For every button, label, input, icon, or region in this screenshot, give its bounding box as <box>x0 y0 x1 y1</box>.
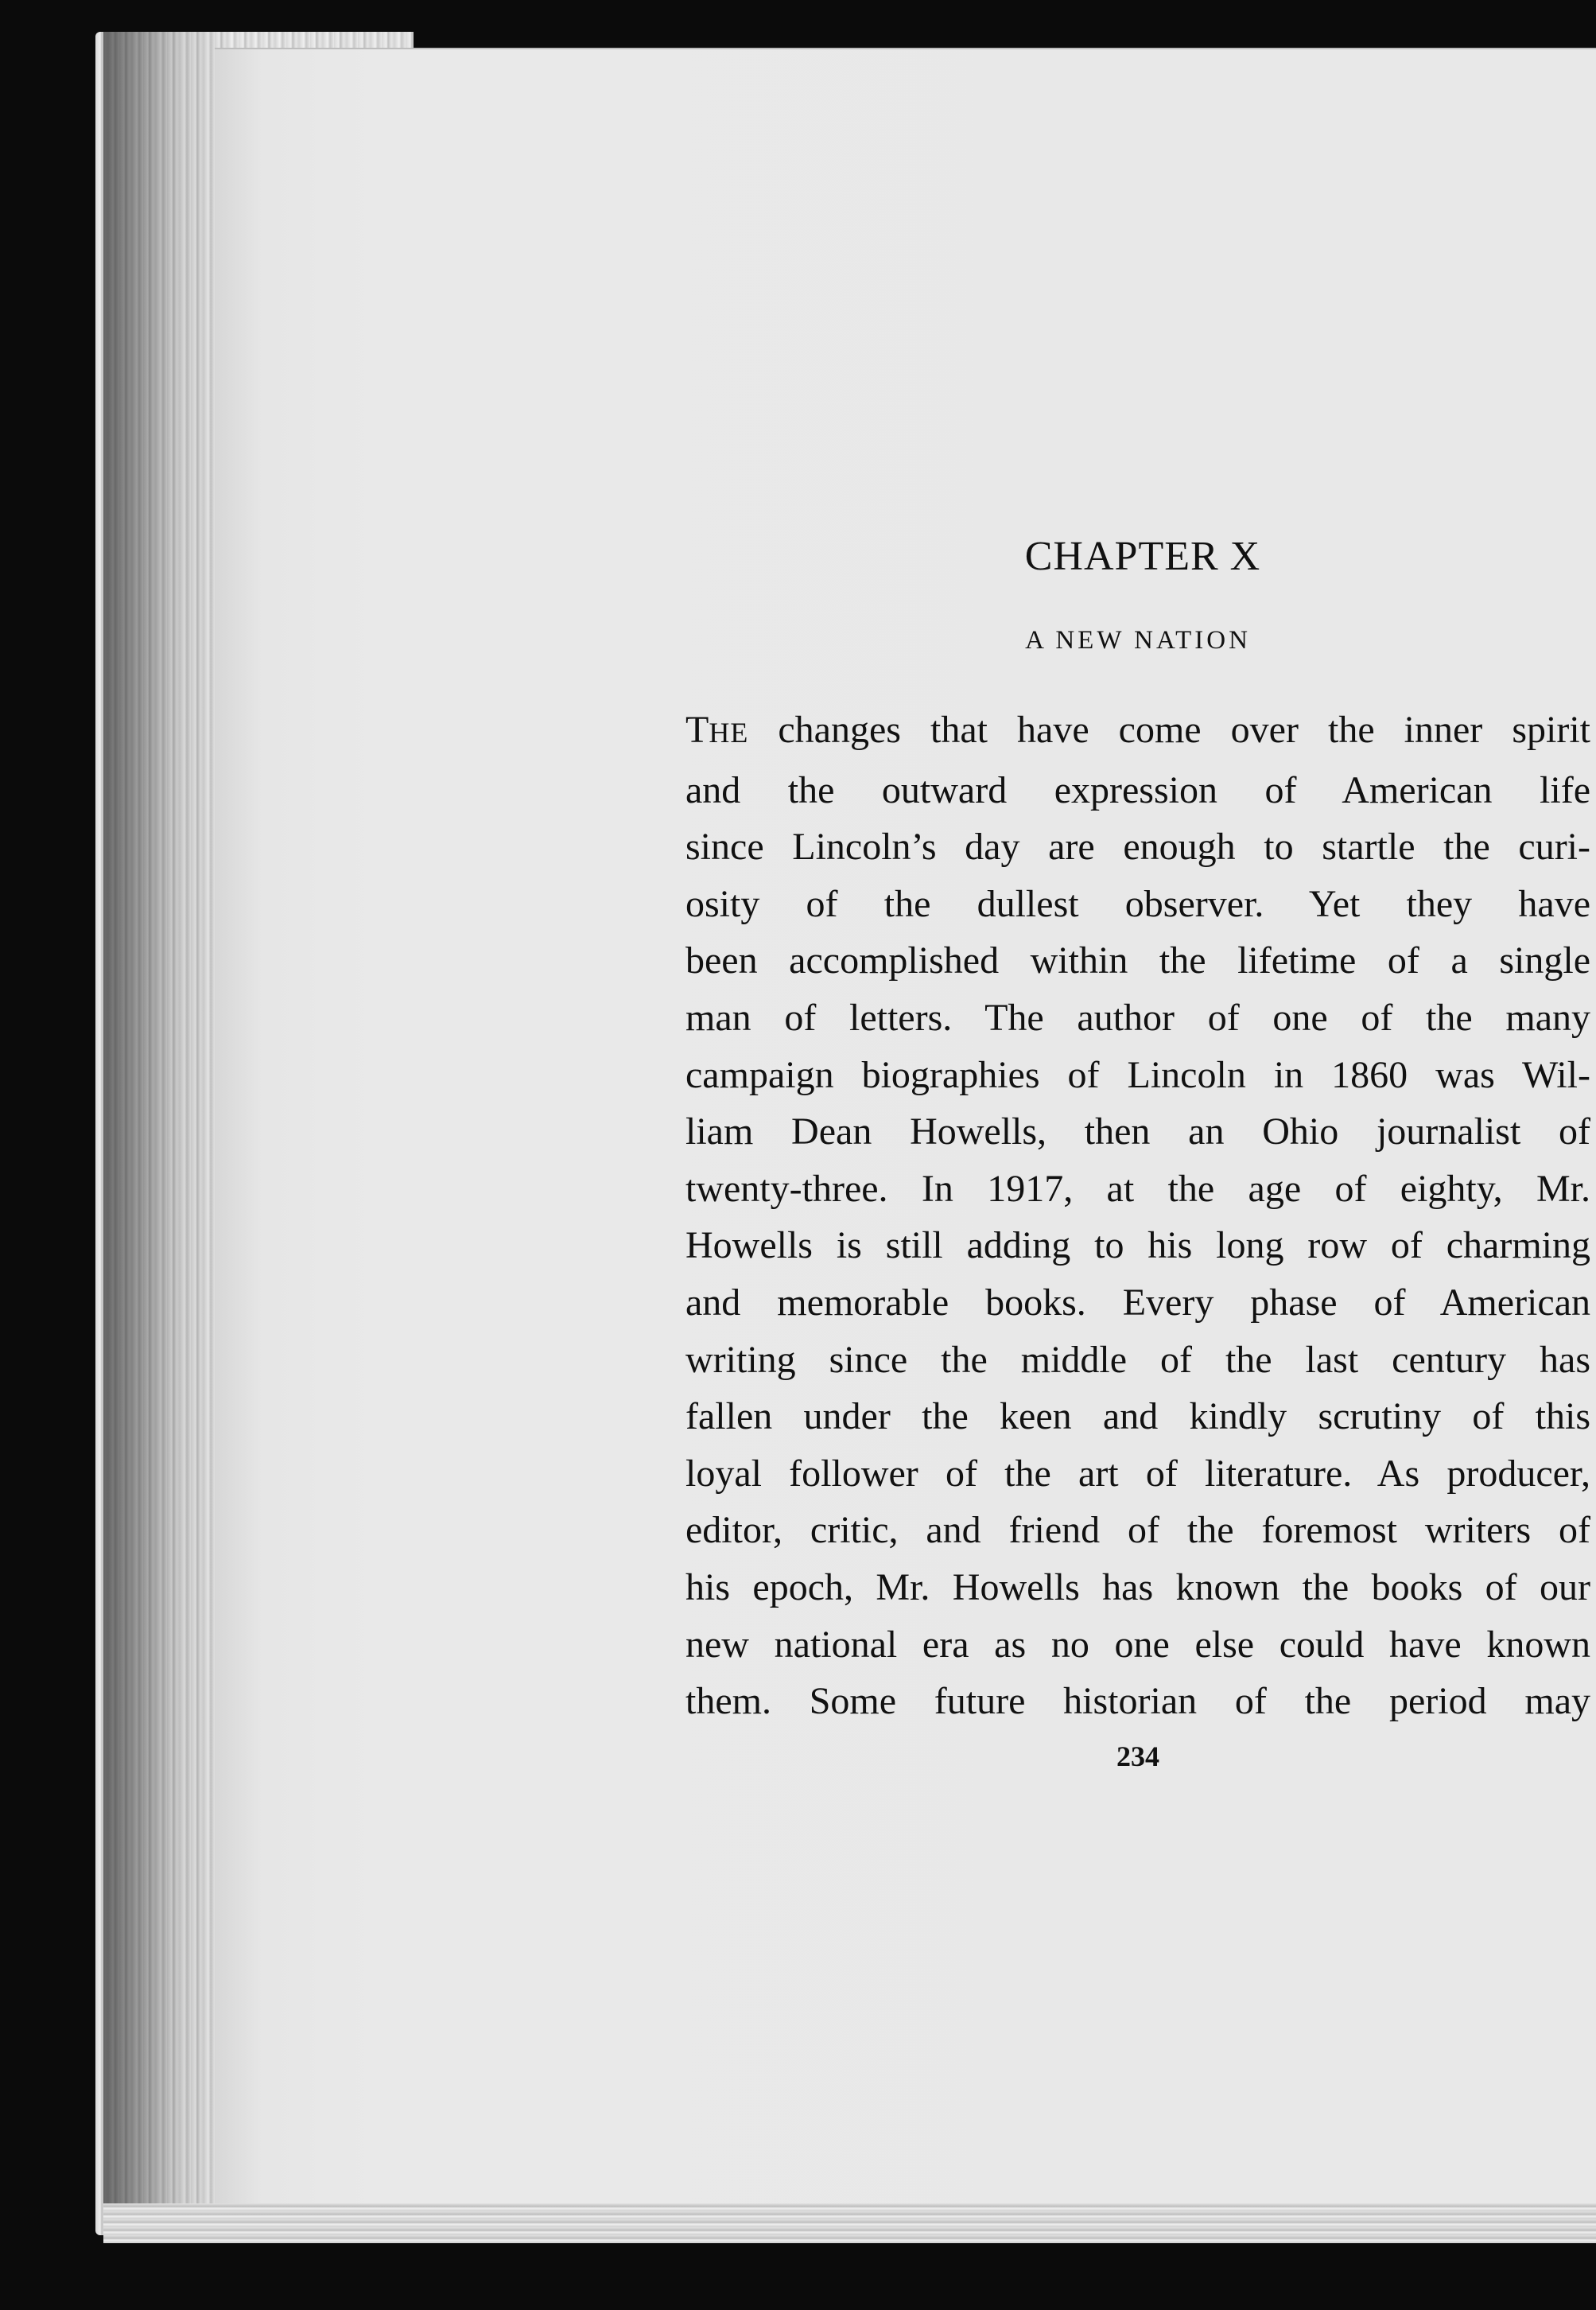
text-line: writing since the middle of the last century has <box>685 1338 1590 1381</box>
chapter-title: CHAPTER X <box>1024 534 1261 579</box>
gutter-shadow <box>103 32 231 2235</box>
first-line-rest: changes that have come over the inner spirit <box>748 709 1590 751</box>
text-line: osity of the dullest observer. Yet they have <box>685 882 1590 925</box>
text-line: his epoch, Mr. Howells has known the books of our <box>685 1565 1590 1608</box>
text-line: and the outward expression of American life <box>685 768 1590 811</box>
text-line: editor, critic, and friend of the foremost writers of <box>685 1509 1590 1552</box>
text-line-first <box>685 702 1590 762</box>
text-line-last: them. Some future historian of the period may <box>685 1680 1590 1723</box>
text-line: twenty-three. In 1917, at the age of eighty, Mr. <box>685 1167 1590 1210</box>
text-block <box>685 525 1590 1776</box>
text-line: man of letters. The author of one of the many <box>685 996 1590 1039</box>
text-line: fallen under the keen and kindly scrutiny of this <box>685 1395 1590 1438</box>
text-line: Howells is still adding to his long row of charming <box>685 1224 1590 1267</box>
text-line: campaign biographies of Lincoln in 1860 was Wil- <box>685 1053 1590 1096</box>
text-line: new national era as no one else could have known <box>685 1623 1590 1666</box>
lead-initial: T <box>685 709 709 751</box>
page-number: 234 <box>1116 1740 1159 1772</box>
text-line: since Lincoln’s day are enough to startle the curi- <box>685 826 1590 869</box>
lead-smallcaps: HE <box>709 717 749 749</box>
text-line: been accomplished within the lifetime of a single <box>685 939 1590 982</box>
text-line: loyal follower of the art of literature. As producer, <box>685 1452 1590 1495</box>
body-paragraph <box>685 702 1590 1730</box>
text-line: liam Dean Howells, then an Ohio journalist of <box>685 1110 1590 1153</box>
text-line: and memorable books. Every phase of American <box>685 1281 1590 1324</box>
page-bottom-edge <box>103 2203 1596 2243</box>
chapter-subtitle: A NEW NATION <box>1025 626 1251 655</box>
